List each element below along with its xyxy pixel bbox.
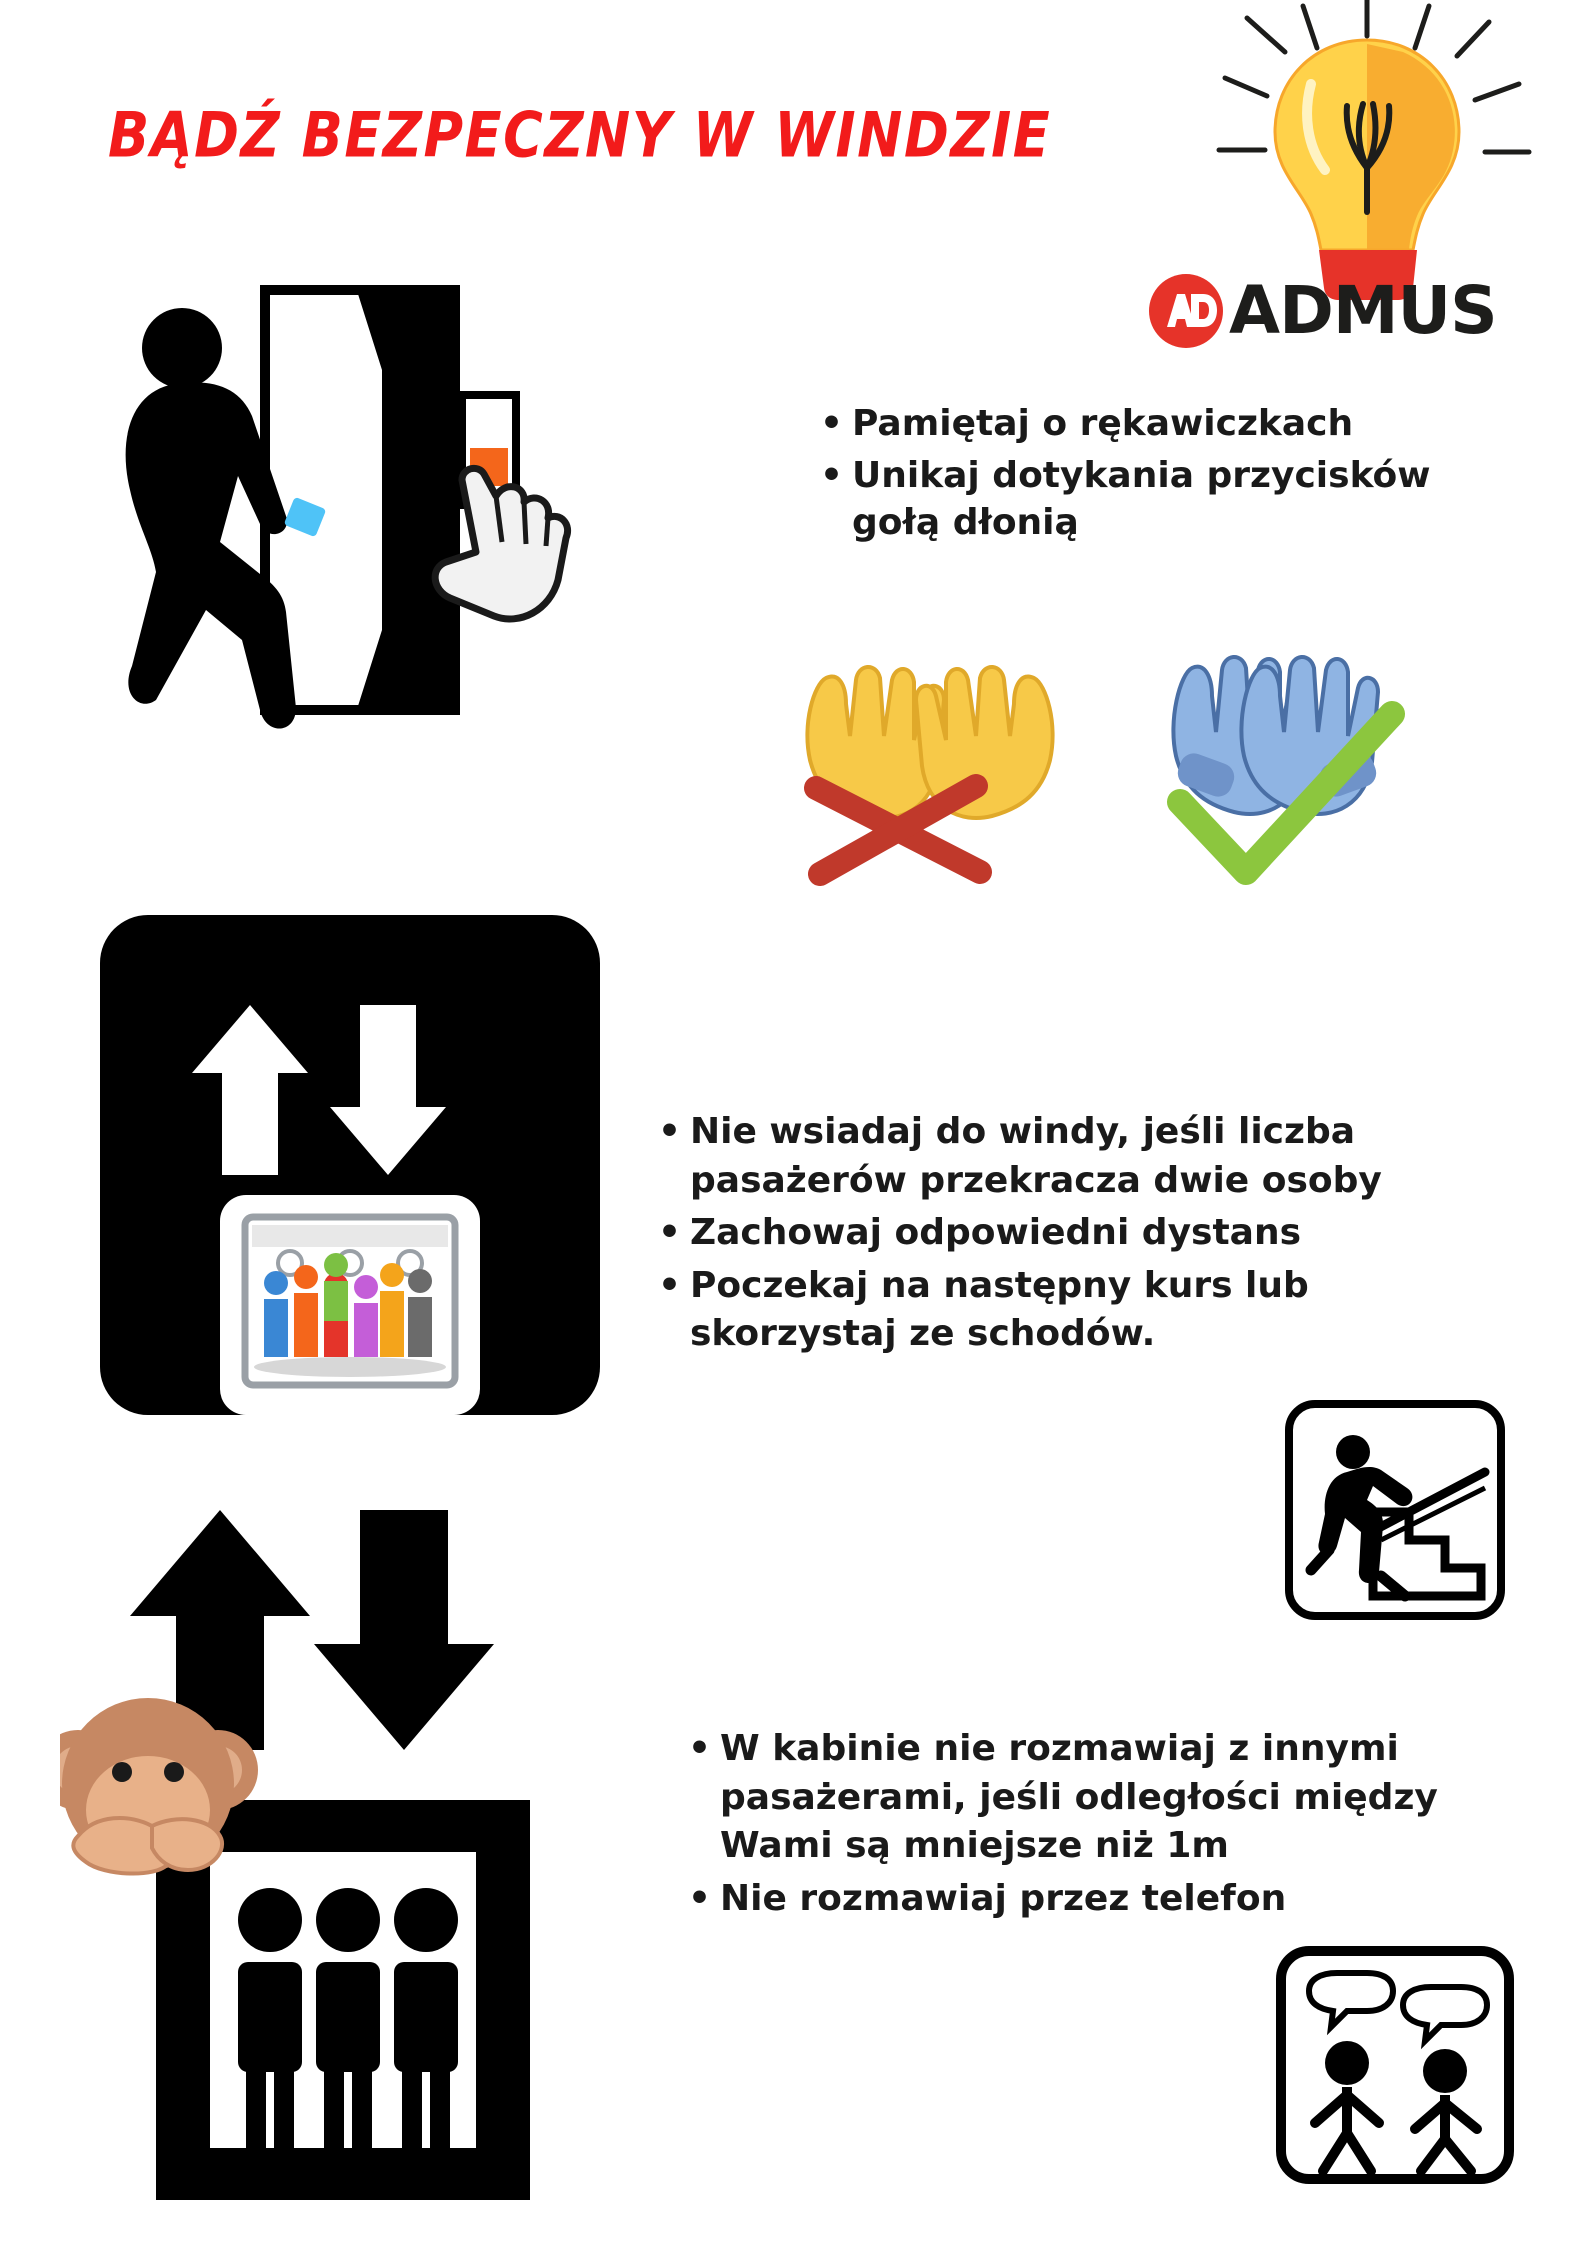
list-item: • Nie wsiadaj do windy, jeśli liczba pasażerów przekracza dwie osoby	[650, 1108, 1440, 1205]
logo-wordmark-row	[1147, 272, 1497, 350]
lightbulb-icon	[1207, 0, 1537, 300]
elevator-crowded-icon	[100, 915, 600, 1415]
logo-name: ADMUS	[1229, 272, 1497, 349]
talking-bullet-list	[680, 1725, 1460, 1927]
gloved-hands-check-icon	[1173, 657, 1392, 872]
list-item: • Nie rozmawiaj przez telefon	[680, 1875, 1460, 1924]
list-item: • W kabinie nie rozmawiaj z innymi pasażerami, jeśli odległości między Wami są mniejsze niż 1m	[680, 1725, 1460, 1871]
list-item: • Poczekaj na następny kurs lub skorzystaj ze schodów.	[650, 1262, 1440, 1359]
person-pressing-elevator-button-icon	[110, 280, 730, 750]
no-talking-icon	[1275, 1945, 1515, 2225]
stairs-icon	[1285, 1400, 1505, 1630]
gloves-bullet-list	[812, 400, 1432, 551]
page-title: BĄDŹ BEZPECZNY W WINDZIE	[108, 100, 1052, 172]
capacity-bullet-list	[650, 1108, 1440, 1363]
elevator-three-people-icon	[60, 1500, 620, 2220]
hands-comparison-icons	[780, 640, 1460, 900]
list-item: • Pamiętaj o rękawiczkach	[812, 400, 1432, 448]
admus-mark-icon	[1147, 272, 1225, 350]
brand-logo	[1137, 0, 1567, 370]
bare-hands-cross-icon	[807, 667, 1052, 874]
list-item: • Zachowaj odpowiedni dystans	[650, 1209, 1440, 1258]
list-item: • Unikaj dotykania przycisków gołą dłonią	[812, 452, 1432, 547]
